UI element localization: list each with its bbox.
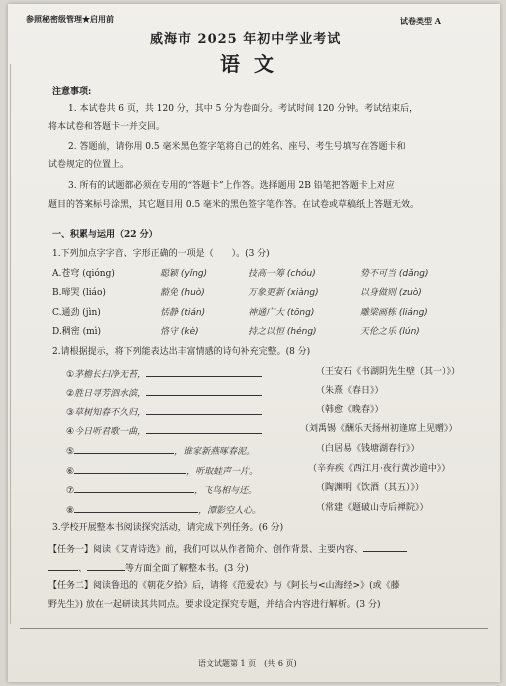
option-c-2: 恬静 (tián) bbox=[160, 308, 206, 318]
task-1-line-2: 、 等方面全面了解整本书。(3 分) bbox=[48, 560, 249, 575]
subject-title: 语文 bbox=[220, 52, 288, 76]
poem-5-source: （白居易《钱塘湖春行》） bbox=[316, 444, 420, 454]
poem-7-source: （陶渊明《饮酒（其五）》） bbox=[316, 483, 425, 493]
note-1-line-2: 将本试卷和答题卡一并交回。 bbox=[48, 122, 166, 132]
confidential-label: 参照秘密级管理★启用前 bbox=[26, 14, 114, 24]
paper-type-label: 试卷类型 A bbox=[400, 16, 441, 26]
option-b-3: 万象更新 (xiàng) bbox=[248, 288, 319, 298]
task-1-line-1: 【任务一】阅读《艾青诗选》前，我们可以从作者简介、创作背景、主要内容、 bbox=[48, 541, 407, 556]
poem-4-source: （刘禹锡《酬乐天扬州初逢席上见赠》） bbox=[300, 424, 458, 434]
option-a-2: 聪颖 (yǐng) bbox=[160, 269, 208, 279]
option-d-3: 持之以恒 (héng) bbox=[248, 327, 317, 337]
answer-blank[interactable] bbox=[48, 560, 78, 571]
note-1-line-1: 1. 本试卷共 6 页，共 120 分，其中 5 分为卷面分。考试时间 120 分钟。考试结束后， bbox=[68, 104, 419, 114]
note-2-line-1: 2. 答题前，请你用 0.5 毫米黑色签字笔将自己的姓名、座号、考生号填写在答题卡和 bbox=[68, 142, 406, 152]
note-2-line-2: 试卷规定的位置上。 bbox=[48, 160, 130, 170]
exam-page bbox=[8, 4, 500, 682]
poem-2-source: （朱熹《春日》） bbox=[316, 386, 384, 396]
option-c-1: C.通劲 (jìn) bbox=[52, 308, 101, 318]
option-a-3: 技高一筹 (chóu) bbox=[248, 269, 316, 279]
option-a-4: 势不可当 (dǎng) bbox=[360, 269, 429, 279]
poem-7: ⑦ ，飞鸟相与还。 bbox=[66, 482, 257, 497]
task-2-line-2: 野先生》) 放在一起研读其共同点。要求设定探究专题，并结合内容进行解析。(3 分) bbox=[48, 600, 381, 610]
option-d-1: D.稠密 (mì) bbox=[52, 327, 102, 337]
binding-line bbox=[10, 64, 11, 624]
poem-2: ②胜日寻芳泗水滨， bbox=[66, 385, 262, 400]
page-number: 语文试题第 1 页 (共 6 页) bbox=[198, 659, 297, 668]
task-2-line-1: 【任务二】阅读鲁迅的《朝花夕拾》后，请将《范爱农》与《阿长与<山海经>》(或《藤 bbox=[48, 581, 400, 591]
poem-5: ⑤ ，谁家新燕啄春泥。 bbox=[66, 443, 255, 458]
answer-blank[interactable] bbox=[74, 443, 174, 454]
option-c-3: 神通广大 (tōng) bbox=[248, 308, 315, 318]
poem-3: ③草树知春不久归， bbox=[66, 404, 262, 419]
answer-blank[interactable] bbox=[363, 541, 407, 552]
poem-4: ④今日听君歌一曲， bbox=[66, 423, 262, 438]
option-a-1: A.苍穹 (qióng) bbox=[52, 269, 115, 279]
question-2-stem: 2.请根据提示，将下列能表达出丰富情感的诗句补充完整。(8 分) bbox=[52, 347, 311, 357]
poem-8-source: （常建《题破山寺后禅院》） bbox=[316, 503, 429, 513]
answer-blank[interactable] bbox=[146, 423, 262, 434]
answer-blank[interactable] bbox=[146, 366, 262, 377]
answer-blank[interactable] bbox=[146, 385, 262, 396]
option-b-4: 以身做则 (zuò) bbox=[360, 288, 422, 298]
note-3-line-1: 3. 所有的试题都必须在专用的“答题卡”上作答。选择题用 2B 铅笔把答题卡上对应 bbox=[68, 181, 395, 191]
poem-3-source: （韩愈《晚春》） bbox=[316, 405, 384, 415]
answer-blank[interactable] bbox=[146, 404, 262, 415]
notes-heading: 注意事项: bbox=[52, 87, 92, 97]
option-b-1: B.啼哭 (liáo) bbox=[52, 288, 106, 298]
section-1-heading: 一、积累与运用（22 分） bbox=[52, 230, 158, 240]
exam-title: 威海市 2025 年初中学业考试 bbox=[150, 32, 342, 47]
question-1-stem: 1.下列加点字字音、字形正确的一项是（ ）。(3 分) bbox=[52, 249, 270, 259]
answer-blank[interactable] bbox=[74, 463, 186, 474]
option-c-4: 雕梁画栋 (liáng) bbox=[360, 308, 428, 318]
option-d-2: 恪守 (kè) bbox=[160, 327, 199, 337]
poem-8: ⑧ ，潭影空人心。 bbox=[66, 502, 261, 517]
answer-blank[interactable] bbox=[74, 482, 194, 493]
option-b-2: 豁免 (huò) bbox=[160, 288, 205, 298]
footer-divider bbox=[20, 628, 488, 629]
poem-6-source: （辛弃疾《西江月·夜行黄沙道中》） bbox=[308, 464, 451, 474]
poem-1-source: （王安石《书湖阴先生壁（其一）》） bbox=[316, 367, 461, 377]
poem-6: ⑥ ，听取蛙声一片。 bbox=[66, 463, 258, 478]
answer-blank[interactable] bbox=[74, 502, 198, 513]
answer-blank[interactable] bbox=[87, 560, 125, 571]
poem-1: ①茅檐长扫净无苔， bbox=[66, 366, 262, 381]
question-3-stem: 3.学校开展整本书阅读探究活动，请完成下列任务。(6 分) bbox=[52, 523, 284, 533]
option-d-4: 天伦之乐 (lún) bbox=[360, 327, 420, 337]
note-3-line-2: 题目的答案标号涂黑，其它题目用 0.5 毫米的黑色签字笔作答。在试卷或草稿纸上答题无效。 bbox=[48, 200, 420, 210]
